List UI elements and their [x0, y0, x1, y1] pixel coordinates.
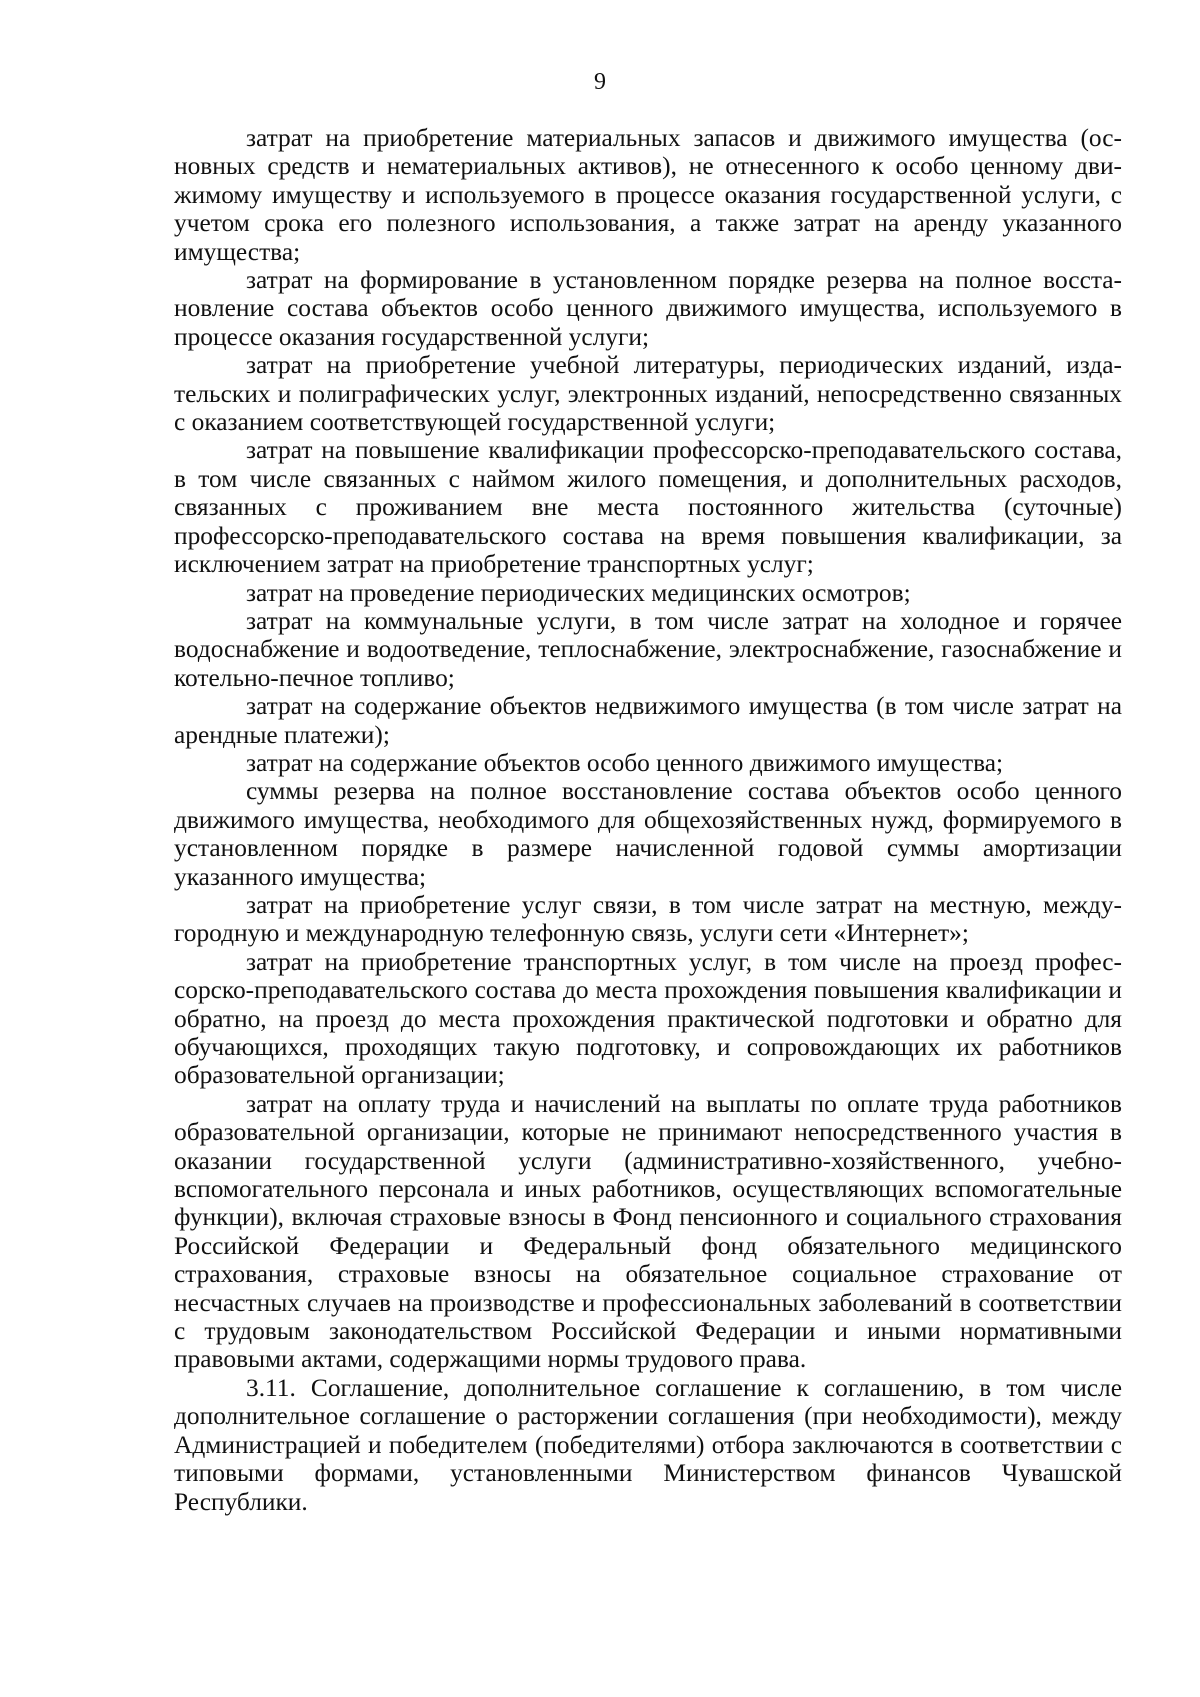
paragraph: затрат на приобретение услуг связи, в том числе затрат на местную, междугородную и международную телефонную связь, услуги сети «Интернет»; [174, 890, 1122, 948]
page-number: 9 [594, 69, 606, 95]
document-body [174, 124, 1122, 1516]
paragraph-section-3-11: 3.11. Соглашение, дополнительное соглашение к соглашению, в том числе дополнительное соглашение о расторжении соглашения (при необходимости), между Администрацией и победителем (победителями) отбора заключаются в соответствии с типовыми формами, установленными Министерством финансов Чувашской Республики. [174, 1373, 1122, 1516]
paragraph: затрат на оплату труда и начислений на выплаты по оплате труда работников образовательной организации, которые не принимают непосредственного участия в оказании государственной услуги (административно-хозяйственного, учебно-вспомогательного персонала и иных работников, осуществляющих вспомогательные функции), включая страховые взносы в Фонд пенсионного и социального страхования Российской Федерации и Федеральный фонд обязательного медицинского страхования, страховые взносы на обязательное социальное страхование от несчастных случаев на производстве и профессиональных заболеваний в соответствии с трудовым законодательством Российской Федерации и иными нормативными правовыми актами, содержащими нормы трудового права. [174, 1089, 1122, 1374]
paragraph: затрат на формирование в установленном порядке резерва на полное восстановление состава объектов особо ценного движимого имущества, используемого в процессе оказания государственной услуги; [174, 266, 1122, 351]
paragraph: затрат на содержание объектов особо ценного движимого имущества; [246, 748, 1004, 777]
paragraph: затрат на приобретение транспортных услуг, в том числе на проезд профессорско-преподавательского состава до места прохождения повышения квалификации и обратно, на проезд до места прохождения практической подготовки и обратно для обучающихся, проходящих такую подготовку, и сопровождающих их работников образовательной организации; [174, 947, 1122, 1090]
paragraph: затрат на коммунальные услуги, в том числе затрат на холодное и горячее водоснабжение и водоотведение, теплоснабжение, электроснабжение, газоснабжение и котельно-печное топливо; [174, 606, 1122, 692]
paragraph: затрат на приобретение учебной литературы, периодических изданий, издательских и полиграфических услуг, электронных изданий, непосредственно связанных с оказанием соответствующей государственной услуги; [174, 351, 1122, 437]
paragraph: суммы резерва на полное восстановление состава объектов особо ценного движимого имущества, необходимого для общехозяйственных нужд, формируемого в установленном порядке в размере начисленной годовой суммы амортизации указанного имущества; [174, 777, 1122, 891]
paragraph: затрат на проведение периодических медицинских осмотров; [246, 578, 911, 607]
paragraph: затрат на приобретение материальных запасов и движимого имущества (основных средств и нематериальных активов), не отнесенного к особо ценному движимому имуществу и используемого в процессе оказания государственной услуги, с учетом срока его полезного использования, а также затрат на аренду указанного имущества; [174, 124, 1122, 266]
paragraph: затрат на повышение квалификации профессорско-преподавательского состава, в том числе связанных с наймом жилого помещения, и дополнительных расходов, связанных с проживанием вне места постоянного жительства (суточные) профессорско-преподавательского состава на время повышения квалификации, за исключением затрат на приобретение транспортных услуг; [174, 436, 1122, 579]
paragraph: затрат на содержание объектов недвижимого имущества (в том числе затрат на арендные платежи); [174, 692, 1122, 749]
